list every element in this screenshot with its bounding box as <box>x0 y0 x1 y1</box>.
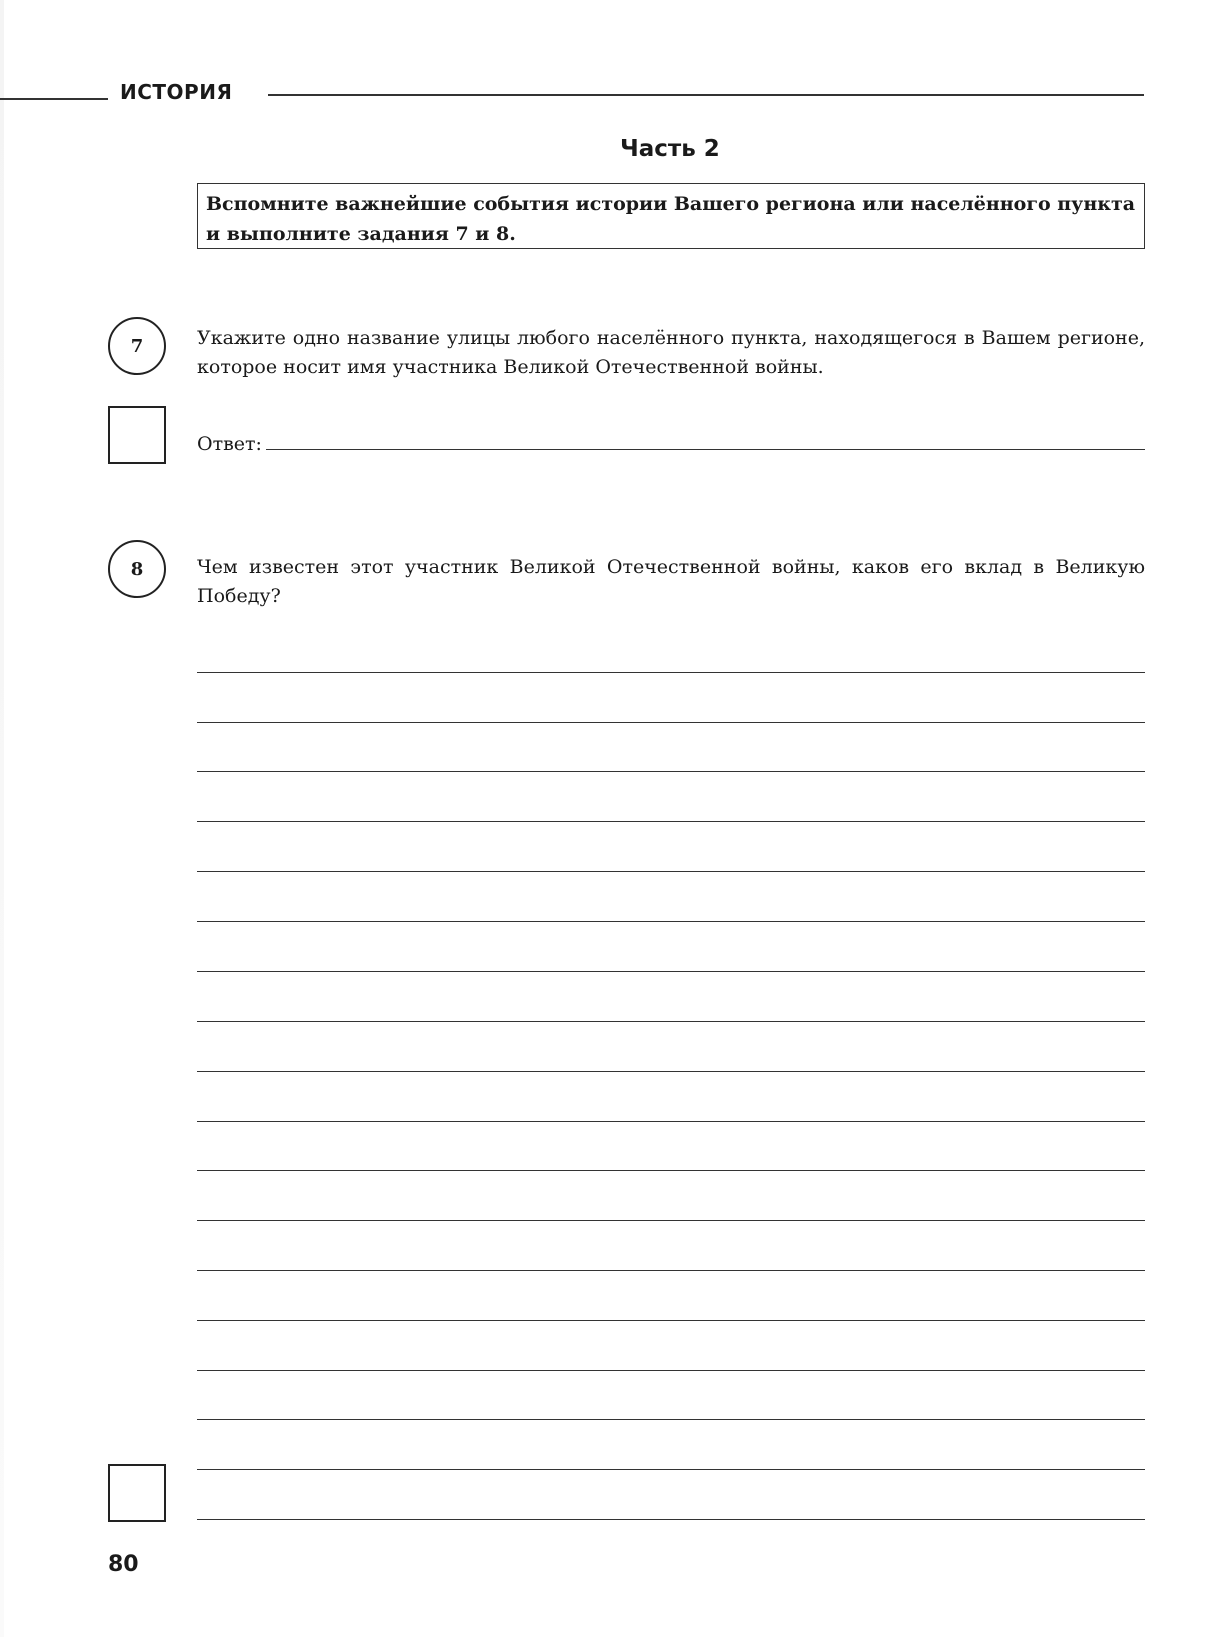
answer-line[interactable] <box>197 1469 1145 1470</box>
answer-row-task-7 <box>197 426 1145 456</box>
scan-edge <box>0 0 4 1637</box>
answer-line[interactable] <box>197 1270 1145 1271</box>
score-box-task-7[interactable] <box>108 406 166 464</box>
answer-line[interactable] <box>197 971 1145 972</box>
answer-line[interactable] <box>197 722 1145 723</box>
answer-line[interactable] <box>197 1519 1145 1520</box>
answer-line[interactable] <box>197 921 1145 922</box>
answer-line[interactable] <box>197 1021 1145 1022</box>
task-7-text: Укажите одно название улицы любого населённого пункта, находящегося в Вашем регионе, которое носит имя участника Великой Отечественной войны. <box>197 327 1145 378</box>
answer-line[interactable] <box>197 871 1145 872</box>
header-rule-left <box>0 98 108 100</box>
instruction-box: Вспомните важнейшие события истории Вашего региона или населённого пункта и выполните задания 7 и 8. <box>197 183 1145 249</box>
task-number-8 <box>108 540 166 598</box>
answer-line[interactable] <box>197 821 1145 822</box>
header-rule-right <box>268 94 1144 96</box>
subject-title: ИСТОРИЯ <box>120 80 233 104</box>
answer-line[interactable] <box>197 1419 1145 1420</box>
answer-line[interactable] <box>197 1121 1145 1122</box>
answer-field-task-7[interactable] <box>266 449 1145 450</box>
page-number: 80 <box>108 1552 139 1577</box>
answer-line[interactable] <box>197 1320 1145 1321</box>
task-number-label: 8 <box>130 558 144 580</box>
answer-line[interactable] <box>197 1220 1145 1221</box>
answer-line[interactable] <box>197 1370 1145 1371</box>
answer-label: Ответ: <box>197 433 262 455</box>
task-8-text: Чем известен этот участник Великой Отечественной войны, каков его вклад в Великую Победу? <box>197 556 1145 607</box>
task-number-label: 7 <box>130 335 144 357</box>
answer-line[interactable] <box>197 1170 1145 1171</box>
task-number-7 <box>108 317 166 375</box>
answer-line[interactable] <box>197 672 1145 673</box>
score-box-task-8[interactable] <box>108 1464 166 1522</box>
answer-line[interactable] <box>197 771 1145 772</box>
part-title: Часть 2 <box>620 136 720 162</box>
answer-line[interactable] <box>197 1071 1145 1072</box>
